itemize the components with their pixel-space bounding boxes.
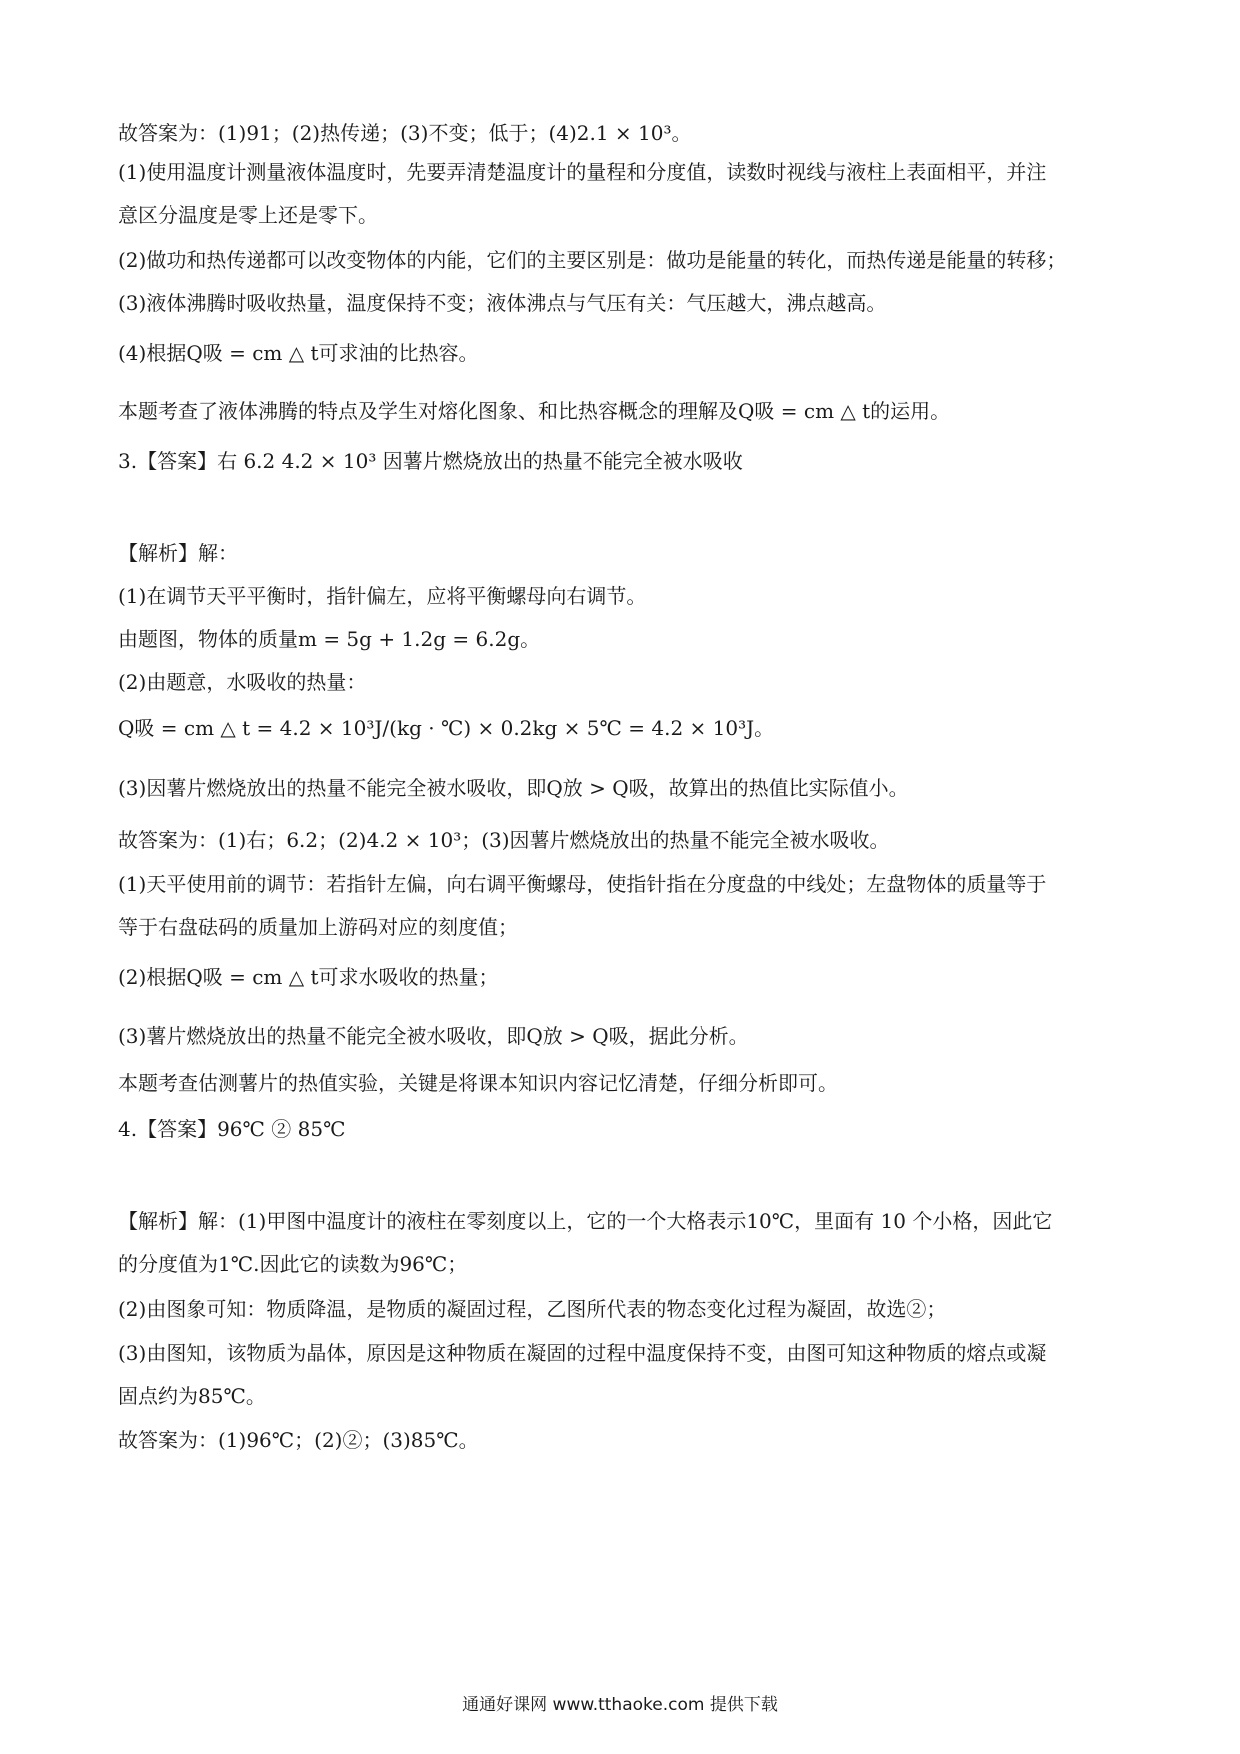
summary-line: 本题考查估测薯片的热值实验，关键是将课本知识内容记忆清楚，仔细分析即可。 — [118, 1071, 838, 1095]
formula-line: Q吸 = cm △ t = 4.2 × 10³J/(kg · ℃) × 0.2kg × 5℃ = 4.2 × 10³J。 — [118, 716, 775, 740]
explanation-line: (3)液体沸腾时吸收热量，温度保持不变；液体沸点与气压有关：气压越大，沸点越高。 — [118, 291, 887, 315]
explanation-line: (3)薯片燃烧放出的热量不能完全被水吸收，即Q放 > Q吸，据此分析。 — [118, 1024, 749, 1048]
answer-summary-4: 故答案为：(1)96℃；(2)②；(3)85℃。 — [118, 1428, 479, 1452]
page-footer: 通通好课网 www.tthaoke.com 提供下载 — [462, 1695, 778, 1715]
answer-summary-3: 故答案为：(1)右；6.2；(2)4.2 × 10³；(3)因薯片燃烧放出的热量不能完全被水吸收。 — [118, 828, 890, 852]
explanation-line: (1)天平使用前的调节：若指针左偏，向右调平衡螺母，使指针指在分度盘的中线处；左盘物体的质量等于 — [118, 872, 1047, 896]
explanation-line: 意区分温度是零上还是零下。 — [118, 203, 378, 227]
question-4-answer: 4.【答案】96℃ ② 85℃ — [118, 1117, 346, 1141]
analysis-line: 的分度值为1℃.因此它的读数为96℃； — [118, 1252, 468, 1276]
question-3-answer: 3.【答案】右 6.2 4.2 × 10³ 因薯片燃烧放出的热量不能完全被水吸收 — [118, 449, 743, 473]
answer-summary-2: 故答案为：(1)91；(2)热传递；(3)不变；低于；(4)2.1 × 10³。 — [118, 121, 692, 145]
analysis-line: (2)由图象可知：物质降温，是物质的凝固过程，乙图所代表的物态变化过程为凝固，故选②； — [118, 1297, 947, 1321]
analysis-line: (2)由题意，水吸收的热量： — [118, 670, 367, 694]
summary-line: 本题考查了液体沸腾的特点及学生对熔化图象、和比热容概念的理解及Q吸 = cm △ t的运用。 — [118, 399, 951, 423]
explanation-line: 等于右盘砝码的质量加上游码对应的刻度值； — [118, 915, 518, 939]
analysis-line: 由题图，物体的质量m = 5g + 1.2g = 6.2g。 — [118, 627, 541, 651]
analysis-line: 【解析】解：(1)甲图中温度计的液柱在零刻度以上，它的一个大格表示10℃，里面有 10 个小格，因此它 — [118, 1209, 1053, 1233]
explanation-line: (2)根据Q吸 = cm △ t可求水吸收的热量； — [118, 965, 499, 989]
analysis-line: (1)在调节天平平衡时，指针偏左，应将平衡螺母向右调节。 — [118, 584, 647, 608]
explanation-line: (2)做功和热传递都可以改变物体的内能，它们的主要区别是：做功是能量的转化，而热传递是能量的转移； — [118, 248, 1067, 272]
explanation-line: (1)使用温度计测量液体温度时，先要弄清楚温度计的量程和分度值，读数时视线与液柱上表面相平，并注 — [118, 160, 1047, 184]
analysis-heading: 【解析】解： — [118, 541, 238, 565]
analysis-line: 固点约为85℃。 — [118, 1384, 266, 1408]
analysis-line: (3)由图知，该物质为晶体，原因是这种物质在凝固的过程中温度保持不变，由图可知这种物质的熔点或凝 — [118, 1341, 1047, 1365]
explanation-line: (4)根据Q吸 = cm △ t可求油的比热容。 — [118, 341, 479, 365]
analysis-line: (3)因薯片燃烧放出的热量不能完全被水吸收，即Q放 > Q吸，故算出的热值比实际值小。 — [118, 776, 909, 800]
